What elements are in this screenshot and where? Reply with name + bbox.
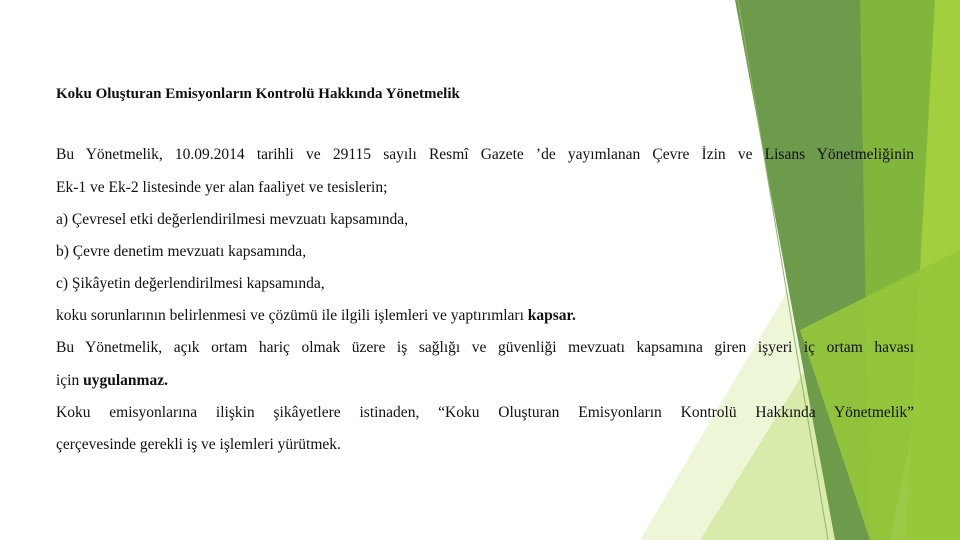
document-title: Koku Oluşturan Emisyonların Kontrolü Hakkında Yönetmelik	[56, 86, 460, 102]
list-item-a: a) Çevresel etki değerlendirilmesi mevzuatı kapsamında,	[56, 211, 409, 228]
paragraph-4-line-1: Koku emisyonlarına ilişkin şikâyetlere istinaden, “Koku Oluşturan Emisyonların Kontrolü Hakkında Yönetmelik”	[56, 404, 914, 421]
list-item-b: b) Çevre denetim mevzuatı kapsamında,	[56, 243, 307, 260]
paragraph-2-bold: kapsar.	[527, 307, 576, 324]
paragraph-3-bold: uygulanmaz.	[83, 372, 168, 389]
paragraph-2	[56, 307, 576, 325]
paragraph-3-line-1: Bu Yönetmelik, açık ortam hariç olmak üzere iş sağlığı ve güvenliği mevzuatı kapsamına giren işyeri iç ortam havası	[56, 339, 914, 356]
paragraph-3-text: için	[56, 372, 84, 389]
paragraph-1-line-1: Bu Yönetmelik, 10.09.2014 tarihli ve 29115 sayılı Resmî Gazete ’de yayımlanan Çevre İzin ve Lisans Yönetmeliğinin	[56, 146, 914, 163]
paragraph-4-line-2: çerçevesinde gerekli iş ve işlemleri yürütmek.	[56, 436, 341, 453]
list-item-c: c) Şikâyetin değerlendirilmesi kapsamında,	[56, 275, 325, 292]
paragraph-1-line-2: Ek-1 ve Ek-2 listesinde yer alan faaliyet ve tesislerin;	[56, 179, 388, 196]
paragraph-2-text: koku sorunlarının belirlenmesi ve çözümü ile ilgili işlemleri ve yaptırımları	[56, 307, 528, 324]
paragraph-3-line-2	[56, 372, 168, 390]
